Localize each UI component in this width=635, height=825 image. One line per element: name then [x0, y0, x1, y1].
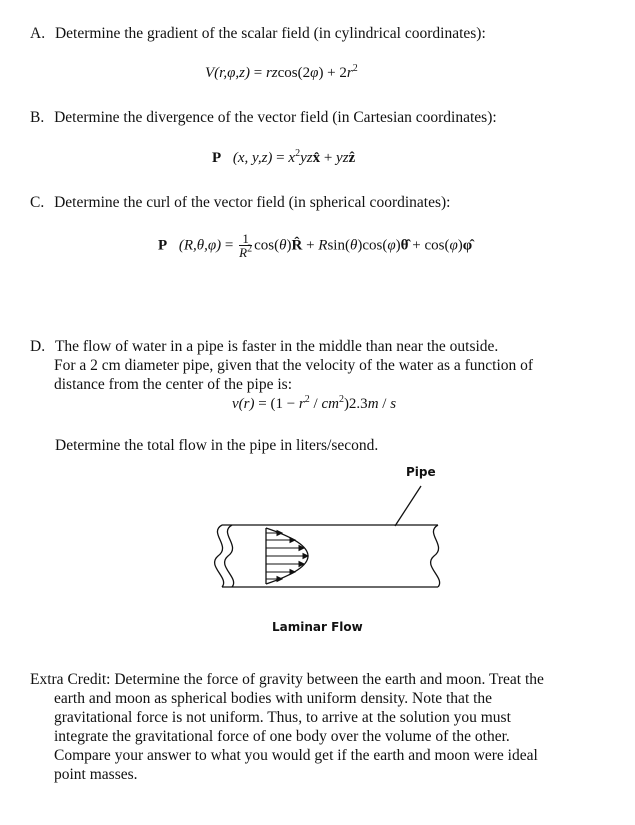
question-c-text: Determine the curl of the vector field (in spherical coordinates): [54, 194, 451, 211]
extra-credit [30, 670, 544, 784]
equation-c: P⃗(R,θ,φ) = $\frac{1}{R^2}$ cos(θ)R̂ + Rsin(θ)cos(φ)θ̂ + cos(φ)φ̂ [158, 231, 473, 260]
question-d-line3: distance from the center of the pipe is: [54, 376, 293, 393]
extra-credit-line3: gravitational force is not uniform. Thus, to arrive at the solution you must [54, 709, 511, 726]
question-b-label: B. [30, 109, 45, 126]
extra-credit-line1: Extra Credit: Determine the force of gravity between the earth and moon. Treat the [30, 671, 544, 688]
equation-d: $v(r) = (1 - r^2 / cm^2)2.3m / s$ [232, 394, 397, 412]
extra-credit-line6: point masses. [54, 766, 138, 783]
question-c [30, 193, 450, 212]
extra-credit-line2: earth and moon as spherical bodies with uniform density. Note that the [54, 690, 493, 707]
question-b-text: Determine the divergence of the vector field (in Cartesian coordinates): [54, 109, 497, 126]
pipe-left-break-inner [225, 525, 234, 587]
equation-a: $V(r,\varphi,z) = rzcos(2\varphi) + 2r^2$ [205, 63, 358, 81]
extra-credit-line4: integrate the gravitational force of one body over the volume of the other. [54, 728, 510, 745]
pipe-left-break [215, 525, 224, 587]
pipe-pointer-line [395, 486, 421, 526]
extra-credit-line5: Compare your answer to what you would get if the earth and moon were ideal [54, 747, 538, 764]
question-c-label: C. [30, 194, 45, 211]
question-b [30, 108, 497, 127]
velocity-arrows [266, 531, 308, 582]
pipe-label: Pipe [406, 465, 436, 479]
question-a-text: Determine the gradient of the scalar field (in cylindrical coordinates): [54, 25, 486, 42]
equation-b: P⃗(x, $y,z) = x^2yzx̂$ + yzẑ [212, 148, 356, 166]
question-d-line2: For a 2 cm diameter pipe, given that the velocity of the water as a function of [54, 357, 534, 374]
question-d-prompt: Determine the total flow in the pipe in liters/second. [55, 437, 379, 454]
question-d-label: D. [30, 338, 46, 355]
question-d [30, 337, 533, 394]
figure-caption: Laminar Flow [272, 620, 363, 634]
laminar-flow-diagram [200, 478, 460, 598]
question-a-label: A. [30, 25, 46, 42]
pipe-right-break [431, 525, 440, 587]
question-a [30, 24, 486, 43]
question-d-line1: The flow of water in a pipe is faster in the middle than near the outside. [54, 338, 499, 355]
